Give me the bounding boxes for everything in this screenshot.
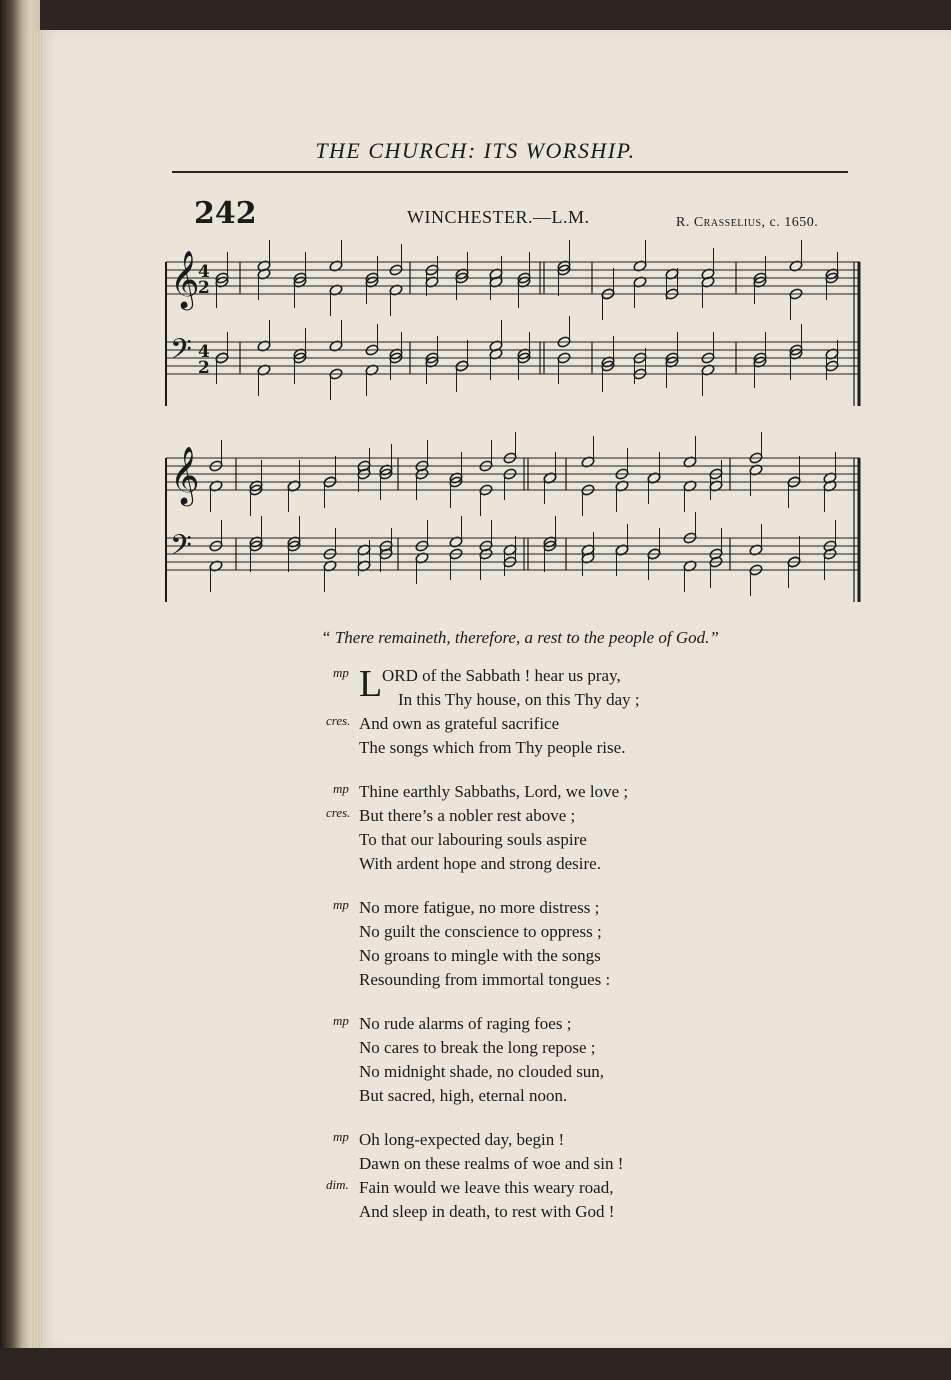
verse-text: No more fatigue, no more distress ;	[359, 898, 600, 917]
verse-text: ORD of the Sabbath ! hear us pray,	[382, 666, 621, 685]
verse-text: Dawn on these realms of woe and sin !	[359, 1154, 624, 1173]
treble-clef: 𝄞	[170, 446, 200, 504]
dynamic-marking: mp	[333, 897, 349, 912]
verse-text: Resounding from immortal tongues :	[359, 970, 611, 989]
verse-text: And sleep in death, to rest with God !	[359, 1202, 615, 1221]
verse-text: The songs which from Thy people rise.	[359, 738, 626, 757]
dynamic-marking: cres.	[326, 713, 351, 728]
verse-line	[0, 736, 951, 760]
verse-line	[0, 968, 951, 992]
verse-line	[0, 944, 951, 968]
tune-title: WINCHESTER.—L.M.	[407, 207, 590, 227]
verse-text: Thine earthly Sabbaths, Lord, we love ;	[359, 782, 629, 801]
bass-clef: 𝄢	[170, 529, 192, 569]
composer-date: , c. 1650.	[761, 215, 819, 230]
time-signature-bottom: 2	[198, 278, 210, 298]
verse-line	[0, 1060, 951, 1084]
verse-line	[0, 852, 951, 876]
time-signature-top: 4	[198, 262, 210, 282]
time-signature-top: 4	[198, 342, 210, 362]
composer-initial: R.	[676, 215, 690, 230]
verse-line	[0, 828, 951, 852]
stanza	[0, 664, 951, 760]
verse-text: Fain would we leave this weary road,	[359, 1178, 614, 1197]
verse-line	[0, 1128, 951, 1152]
book-bottom-edge	[0, 1348, 951, 1380]
verse-line	[0, 896, 951, 920]
stanza	[0, 1128, 951, 1224]
verse-line	[0, 712, 951, 736]
verse-text: No midnight shade, no clouded sun,	[359, 1062, 605, 1081]
treble-clef: 𝄞	[170, 250, 200, 308]
composer-credit	[676, 215, 818, 231]
stanza	[0, 896, 951, 992]
verse-line	[0, 920, 951, 944]
verse-text: To that our labouring souls aspire	[359, 830, 587, 849]
verse-text: No guilt the conscience to oppress ;	[359, 922, 602, 941]
bass-clef: 𝄢	[170, 333, 192, 373]
stanza	[0, 780, 951, 876]
stanza	[0, 1012, 951, 1108]
running-head: THE CHURCH: ITS WORSHIP.	[315, 138, 636, 163]
verse-text: And own as grateful sacrifice	[359, 714, 560, 733]
epigraph: “ There remaineth, therefore, a rest to the people of God.”	[321, 628, 719, 647]
verse-line	[0, 1012, 951, 1036]
dynamic-marking: cres.	[326, 805, 351, 820]
verse-line	[0, 804, 951, 828]
verse-text: No cares to break the long repose ;	[359, 1038, 596, 1057]
time-signature-bottom: 2	[198, 358, 210, 378]
composer-name: Crasselius	[693, 215, 762, 230]
head-rule	[172, 171, 848, 173]
drop-cap: L	[359, 663, 383, 705]
hymn-number: 242	[194, 196, 257, 231]
dynamic-marking: mp	[333, 1129, 349, 1144]
verse-line	[0, 780, 951, 804]
music-score	[160, 240, 868, 616]
verse-text: No rude alarms of raging foes ;	[359, 1014, 572, 1033]
verse-line	[0, 1200, 951, 1224]
dynamic-marking: mp	[333, 1013, 349, 1028]
verse-line	[0, 688, 951, 712]
verse-text: With ardent hope and strong desire.	[359, 854, 601, 873]
verse-text: No groans to mingle with the songs	[359, 946, 601, 965]
verse-text: Oh long-expected day, begin !	[359, 1130, 565, 1149]
dynamic-marking: dim.	[326, 1177, 349, 1192]
verse-line	[0, 1176, 951, 1200]
hymn-verses	[0, 664, 951, 1244]
verse-line	[0, 1036, 951, 1060]
dynamic-marking: mp	[333, 665, 349, 680]
verse-text: But sacred, high, eternal noon.	[359, 1086, 568, 1105]
dynamic-marking: mp	[333, 781, 349, 796]
verse-line	[0, 1084, 951, 1108]
verse-line	[0, 1152, 951, 1176]
verse-text: In this Thy house, on this Thy day ;	[398, 690, 640, 709]
verse-text: But there’s a nobler rest above ;	[359, 806, 576, 825]
